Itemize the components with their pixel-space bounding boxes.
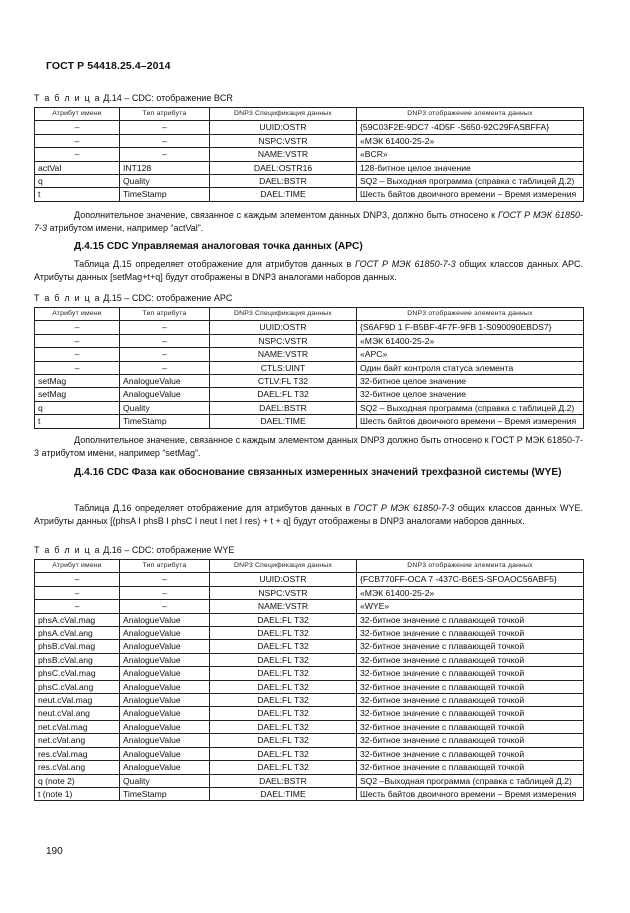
table-row	[35, 388, 584, 401]
attribute-type-cell: AnalogueValue	[120, 640, 210, 653]
table-row	[35, 348, 584, 361]
attribute-name-cell: res.cVal.ang	[35, 761, 120, 774]
table-caption-text: Д.14 – CDC: отображение BCR	[100, 93, 233, 103]
dnp3-mapping-cell: {S6AF9D 1 F-B5BF-4F7F-9FB 1-S090090EBDS7}	[357, 321, 584, 334]
attribute-type-cell: AnalogueValue	[120, 627, 210, 640]
attribute-type-cell: –	[120, 586, 210, 599]
table-row	[35, 573, 584, 586]
attribute-name-cell: t	[35, 415, 120, 428]
dnp3-mapping-cell: {FCB770FF-OCA 7 -437C-B6ES-SFOAOC56ABF5}	[357, 573, 584, 586]
attribute-name-cell: –	[35, 361, 120, 374]
dnp3-spec-cell: DAEL:FL T32	[210, 734, 357, 747]
table-d15-caption	[34, 293, 232, 303]
paragraph-text: Дополнительное значение, связанное с каждым элементом данных DNP3 должно быть относено к ГОСТ Р МЭК 61850-7-3 атрибутом имени, например “setMag”.	[34, 435, 583, 458]
dnp3-mapping-cell: 32-битное значение с плавающей точкой	[357, 694, 584, 707]
dnp3-spec-cell: DAEL:TIME	[210, 415, 357, 428]
table-row	[35, 175, 584, 188]
dnp3-spec-cell: NAME:VSTR	[210, 148, 357, 161]
dnp3-spec-cell: CTLS:UINT	[210, 361, 357, 374]
table-row	[35, 653, 584, 666]
dnp3-spec-cell: NSPC:VSTR	[210, 334, 357, 347]
column-header: DNP3 отображение элемента данных	[357, 108, 584, 121]
column-header: DNP3 отображение элемента данных	[357, 308, 584, 321]
table-row	[35, 627, 584, 640]
standard-reference: ГОСТ Р МЭК 61850-7-3	[34, 210, 583, 233]
attribute-name-cell: actVal	[35, 161, 120, 174]
table-row	[35, 600, 584, 613]
paragraph-text: Таблица Д.15 определяет отображение для атрибутов данных в	[74, 259, 355, 269]
table-caption-prefix: Т а б л и ц а	[34, 293, 101, 303]
attribute-type-cell: AnalogueValue	[120, 747, 210, 760]
attribute-type-cell: TimeStamp	[120, 787, 210, 800]
column-header: Тип атрибута	[120, 108, 210, 121]
attribute-name-cell: q (note 2)	[35, 774, 120, 787]
dnp3-mapping-cell: 32-битное значение с плавающей точкой	[357, 707, 584, 720]
dnp3-mapping-cell: SQ2 – Выходная программа (справка с таблицей Д.2)	[357, 175, 584, 188]
table-row	[35, 694, 584, 707]
dnp3-spec-cell: DAEL:FL T32	[210, 653, 357, 666]
dnp3-mapping-cell: SQ2 –Выходная программа (справка с таблицей Д.2)	[357, 774, 584, 787]
attribute-name-cell: net.cVal.ang	[35, 734, 120, 747]
attribute-type-cell: –	[120, 334, 210, 347]
table-caption-prefix: Т а б л и ц а	[34, 545, 101, 555]
page-header: ГОСТ Р 54418.25.4–2014	[46, 60, 171, 72]
column-header: DNP3 Спецификация данных	[210, 560, 357, 573]
table-row	[35, 321, 584, 334]
table-header-row	[35, 560, 584, 573]
dnp3-spec-cell: CTLV:FL T32	[210, 375, 357, 388]
table-row	[35, 761, 584, 774]
table-header-row	[35, 308, 584, 321]
dnp3-mapping-cell: {59C03F2E-9DC7 -4D5F -S650-92C29FASBFFA}	[357, 121, 584, 134]
dnp3-mapping-cell: «WYE»	[357, 600, 584, 613]
attribute-name-cell: –	[35, 134, 120, 147]
column-header: Атрибут имени	[35, 308, 120, 321]
attribute-name-cell: phsB.cVal.ang	[35, 653, 120, 666]
dnp3-spec-cell: DAEL:FL T32	[210, 707, 357, 720]
table-caption-text: Д.16 – CDC: отображение WYE	[100, 545, 235, 555]
attribute-name-cell: –	[35, 121, 120, 134]
dnp3-spec-cell: DAEL:BSTR	[210, 175, 357, 188]
page-number: 190	[46, 846, 63, 857]
table-d14	[34, 107, 584, 202]
attribute-name-cell: t (note 1)	[35, 787, 120, 800]
attribute-name-cell: phsA.cVal.ang	[35, 627, 120, 640]
attribute-name-cell: res.cVal.mag	[35, 747, 120, 760]
dnp3-mapping-cell: «МЭК 61400-25-2»	[357, 334, 584, 347]
table-row	[35, 667, 584, 680]
dnp3-spec-cell: NSPC:VSTR	[210, 134, 357, 147]
dnp3-spec-cell: DAEL:FL T32	[210, 613, 357, 626]
paragraph-4	[34, 502, 583, 527]
attribute-type-cell: AnalogueValue	[120, 707, 210, 720]
dnp3-spec-cell: DAEL:FL T32	[210, 680, 357, 693]
paragraph-3	[34, 434, 583, 459]
table-row	[35, 680, 584, 693]
table-row	[35, 720, 584, 733]
dnp3-mapping-cell: Шесть байтов двоичного времени – Время измерения	[357, 787, 584, 800]
attribute-name-cell: –	[35, 321, 120, 334]
attribute-type-cell: AnalogueValue	[120, 375, 210, 388]
attribute-type-cell: AnalogueValue	[120, 734, 210, 747]
attribute-type-cell: AnalogueValue	[120, 761, 210, 774]
attribute-type-cell: –	[120, 148, 210, 161]
attribute-type-cell: –	[120, 600, 210, 613]
attribute-name-cell: q	[35, 401, 120, 414]
attribute-name-cell: –	[35, 600, 120, 613]
table-caption-prefix: Т а б л и ц а	[34, 93, 101, 103]
attribute-name-cell: –	[35, 348, 120, 361]
attribute-type-cell: –	[120, 348, 210, 361]
paragraph-text: атрибутом имени, например “actVal”.	[47, 222, 204, 233]
paragraph-text: общих классов данных APC. Атрибуты данных [setMag+t+q] будут отображены в DNP3 аналогами наборов данных.	[34, 259, 583, 282]
dnp3-spec-cell: DAEL:FL T32	[210, 720, 357, 733]
dnp3-spec-cell: DAEL:TIME	[210, 188, 357, 201]
dnp3-spec-cell: DAEL:FL T32	[210, 627, 357, 640]
dnp3-spec-cell: DAEL:FL T32	[210, 694, 357, 707]
dnp3-mapping-cell: «APC»	[357, 348, 584, 361]
paragraph-text: Таблица Д.16 определяет отображение для атрибутов данных в	[74, 503, 354, 513]
table-row	[35, 640, 584, 653]
dnp3-mapping-cell: 32-битное значение с плавающей точкой	[357, 667, 584, 680]
attribute-name-cell: q	[35, 175, 120, 188]
column-header: Атрибут имени	[35, 560, 120, 573]
table-row	[35, 613, 584, 626]
table-row	[35, 774, 584, 787]
dnp3-spec-cell: DAEL:BSTR	[210, 774, 357, 787]
attribute-name-cell: phsA.cVal.mag	[35, 613, 120, 626]
table-header-row	[35, 108, 584, 121]
section-heading-d416: Д.4.16 CDC Фаза как обоснование связанных измеренных значений трехфазной системы (WYE)	[74, 467, 562, 478]
attribute-name-cell: t	[35, 188, 120, 201]
attribute-type-cell: Quality	[120, 175, 210, 188]
column-header: Тип атрибута	[120, 560, 210, 573]
dnp3-mapping-cell: 32-битное целое значение	[357, 388, 584, 401]
dnp3-mapping-cell: SQ2 – Выходная программа (справка с таблицей Д.2)	[357, 401, 584, 414]
table-caption-text: Д.15 – CDC: отображение APC	[100, 293, 233, 303]
attribute-type-cell: –	[120, 121, 210, 134]
attribute-type-cell: Quality	[120, 774, 210, 787]
column-header: Тип атрибута	[120, 308, 210, 321]
paragraph-1	[34, 209, 583, 234]
attribute-name-cell: neut.cVal.mag	[35, 694, 120, 707]
attribute-type-cell: –	[120, 361, 210, 374]
column-header: DNP3 отображение элемента данных	[357, 560, 584, 573]
attribute-type-cell: AnalogueValue	[120, 667, 210, 680]
column-header: Атрибут имени	[35, 108, 120, 121]
dnp3-spec-cell: UUID:OSTR	[210, 573, 357, 586]
table-d15	[34, 307, 584, 429]
dnp3-spec-cell: DAEL:FL T32	[210, 761, 357, 774]
table-body	[35, 573, 584, 801]
attribute-name-cell: –	[35, 573, 120, 586]
dnp3-spec-cell: NAME:VSTR	[210, 348, 357, 361]
table-row	[35, 361, 584, 374]
dnp3-spec-cell: DAEL:BSTR	[210, 401, 357, 414]
attribute-name-cell: net.cVal.mag	[35, 720, 120, 733]
attribute-type-cell: AnalogueValue	[120, 613, 210, 626]
table-row	[35, 375, 584, 388]
attribute-type-cell: TimeStamp	[120, 188, 210, 201]
table-row	[35, 134, 584, 147]
table-row	[35, 121, 584, 134]
dnp3-spec-cell: UUID:OSTR	[210, 321, 357, 334]
paragraph-2	[34, 258, 583, 283]
dnp3-spec-cell: DAEL:FL T32	[210, 388, 357, 401]
attribute-type-cell: Quality	[120, 401, 210, 414]
table-body	[35, 321, 584, 428]
table-row	[35, 334, 584, 347]
table-row	[35, 787, 584, 800]
section-heading-d415: Д.4.15 CDC Управляемая аналоговая точка данных (APC)	[74, 241, 363, 252]
dnp3-spec-cell: UUID:OSTR	[210, 121, 357, 134]
dnp3-mapping-cell: Шесть байтов двоичного времени – Время измерения	[357, 188, 584, 201]
attribute-type-cell: TimeStamp	[120, 415, 210, 428]
attribute-name-cell: –	[35, 148, 120, 161]
dnp3-mapping-cell: 32-битное значение с плавающей точкой	[357, 653, 584, 666]
dnp3-spec-cell: DAEL:FL T32	[210, 747, 357, 760]
attribute-type-cell: INT128	[120, 161, 210, 174]
dnp3-mapping-cell: «МЭК 61400-25-2»	[357, 134, 584, 147]
dnp3-mapping-cell: 32-битное значение с плавающей точкой	[357, 747, 584, 760]
dnp3-mapping-cell: 32-битное значение с плавающей точкой	[357, 627, 584, 640]
attribute-type-cell: –	[120, 321, 210, 334]
column-header: DNP3 Спецификация данных	[210, 308, 357, 321]
attribute-name-cell: –	[35, 334, 120, 347]
table-row	[35, 148, 584, 161]
attribute-name-cell: setMag	[35, 388, 120, 401]
attribute-name-cell: setMag	[35, 375, 120, 388]
dnp3-spec-cell: DAEL:OSTR16	[210, 161, 357, 174]
table-row	[35, 707, 584, 720]
dnp3-mapping-cell: 32-битное значение с плавающей точкой	[357, 761, 584, 774]
dnp3-mapping-cell: 32-битное значение с плавающей точкой	[357, 613, 584, 626]
paragraph-text: Дополнительное значение, связанное с каждым элементом данных DNP3, должно быть относено к	[74, 210, 498, 220]
standard-reference: ГОСТ Р МЭК 61850-7-3	[353, 503, 455, 513]
table-row	[35, 188, 584, 201]
attribute-type-cell: –	[120, 134, 210, 147]
table-row	[35, 161, 584, 174]
table-d16	[34, 559, 584, 801]
table-d16-caption	[34, 545, 234, 555]
standard-reference: ГОСТ Р МЭК 61850-7-3	[354, 259, 456, 269]
dnp3-mapping-cell: 32-битное значение с плавающей точкой	[357, 640, 584, 653]
table-body	[35, 121, 584, 201]
dnp3-mapping-cell: Шесть байтов двоичного времени – Время измерения	[357, 415, 584, 428]
dnp3-mapping-cell: «МЭК 61400-25-2»	[357, 586, 584, 599]
dnp3-mapping-cell: «BCR»	[357, 148, 584, 161]
dnp3-spec-cell: DAEL:TIME	[210, 787, 357, 800]
dnp3-mapping-cell: 32-битное целое значение	[357, 375, 584, 388]
table-row	[35, 586, 584, 599]
attribute-name-cell: neut.cVal.ang	[35, 707, 120, 720]
attribute-type-cell: –	[120, 573, 210, 586]
attribute-type-cell: AnalogueValue	[120, 653, 210, 666]
table-row	[35, 415, 584, 428]
dnp3-spec-cell: DAEL:FL T32	[210, 640, 357, 653]
dnp3-spec-cell: DAEL:FL T32	[210, 667, 357, 680]
attribute-type-cell: AnalogueValue	[120, 694, 210, 707]
table-row	[35, 747, 584, 760]
dnp3-mapping-cell: Один байт контроля статуса элемента	[357, 361, 584, 374]
table-d14-caption	[34, 93, 233, 103]
attribute-type-cell: AnalogueValue	[120, 388, 210, 401]
table-row	[35, 401, 584, 414]
attribute-type-cell: AnalogueValue	[120, 720, 210, 733]
paragraph-text: общих классов данных WYE. Атрибуты данных [(phsA I phsB I phsC I neut I net I res) + t + q] будут отображены в DNP3 аналогами наборов данных.	[34, 503, 583, 526]
column-header: DNP3 Спецификация данных	[210, 108, 357, 121]
dnp3-spec-cell: NAME:VSTR	[210, 600, 357, 613]
dnp3-mapping-cell: 32-битное значение с плавающей точкой	[357, 680, 584, 693]
dnp3-mapping-cell: 128-битное целое значение	[357, 161, 584, 174]
dnp3-mapping-cell: 32-битное значение с плавающей точкой	[357, 734, 584, 747]
attribute-type-cell: AnalogueValue	[120, 680, 210, 693]
table-row	[35, 734, 584, 747]
attribute-name-cell: phsC.cVal.ang	[35, 680, 120, 693]
attribute-name-cell: phsC.cVal.mag	[35, 667, 120, 680]
dnp3-spec-cell: NSPC:VSTR	[210, 586, 357, 599]
dnp3-mapping-cell: 32-битное значение с плавающей точкой	[357, 720, 584, 733]
attribute-name-cell: –	[35, 586, 120, 599]
attribute-name-cell: phsB.cVal.mag	[35, 640, 120, 653]
